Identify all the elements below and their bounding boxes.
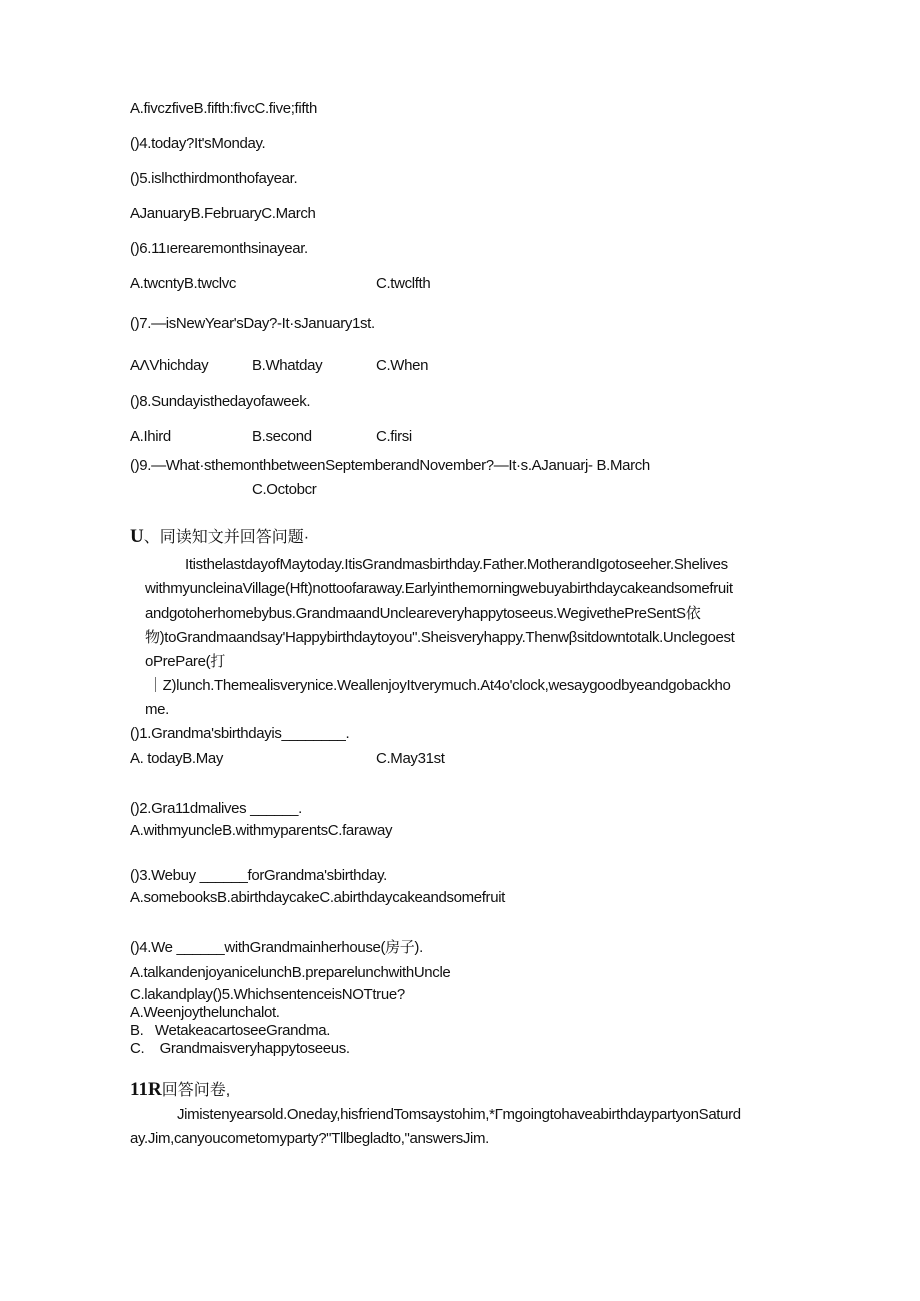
reading-q1-option-ab: A. todayB.May [130,750,223,767]
reading-question-2: ()2.Gra11dmalives ______. [130,800,302,817]
reading-q5-option-a: A.Weenjoythelunchalot. [130,1004,280,1021]
reading-q2-options: A.withmyuncleB.withmyparentsC.faraway [130,822,393,839]
q7-option-b: B.Whatday [252,357,323,374]
question-6: ()6.11ıereare​monthsinayear. [130,240,308,257]
question-5: ()5.islhcthirdmonthofayear. [130,170,298,187]
passage-line: ItisthelastdayofMaytoday.ItisGrandmasbirthday.Father.MotherandIgotoseeher.Shelives [185,556,728,573]
reading-question-4: ()4.We ______withGrandmainherhouse(房子). [130,939,423,956]
q8-option-b: B.second [252,428,312,445]
q6-option-c: C.twclfth [376,275,431,292]
question-9: ()9.—What·sthemonthbetweenSeptemberandNovember?—It·s.AJanuarj- B.March [130,457,650,474]
q5-options: AJanuaryB.FebruaryC.March [130,205,316,222]
reading-question-1: ()1.Grandma'sbirthdayis________. [130,725,350,742]
passage-line: ｜Z)lunch.Themealisverynice.WeallenjoyItverymuch.At4o'clock,wesaygoodbyeandgobackho [148,677,731,694]
passage-line: Jimistenyearsold.Oneday,hisfriendTomsaystohim,*Γmgoingtohaveabirthdaypartyon​Saturd [177,1106,741,1123]
passage-line: 物)toGrandmaandsay'Happybirthdaytoyou".Sheisveryhappy.Thenwβsitdowntotalk.Unclegoest [145,629,735,646]
reading-q4-options: A.talkandenjoyanicelunchB.preparelunchwithUncle [130,964,451,981]
section-2-mark: U [130,526,144,547]
question-4: ()4.today?It'sMonday. [130,135,266,152]
section-3-mark: 11R [130,1079,162,1100]
q6-option-ab: A.twcntyB.twclvc [130,275,237,292]
passage-line: withmyuncleinaVillage(Hft)nottoofaraway.Earlyinthemorningwebuyabirthdaycakeandsomefruit [145,580,733,597]
reading-q1-option-c: C.May31st [376,750,445,767]
passage-line: oPrePare(打 [145,653,225,670]
q7-option-c: C.When [376,357,429,374]
section-2-heading: U、同读知文并回答问题· [130,526,310,547]
q8-option-c: C.firsi [376,428,412,445]
question-7: ()7.—isNewYear'sDay?-It·sJanuary1st. [130,315,375,332]
q7-option-a: AΛVhichday [130,357,209,374]
reading-q5-option-b: B. WetakeacartoseeGrandma. [130,1022,331,1039]
passage-line: andgotoherhomebybus.GrandmaandUncleareveryhappytoseeus.WegivethePreSentS依 [145,605,701,622]
reading-q5-option-c: C. Grandmaisveryhappytoseeus. [130,1040,350,1057]
reading-q4-option-c-q5: C.lakandplay()5.WhichsentenceisNOTtrue? [130,986,405,1003]
question-8: ()8.Sundayisthedayofaweek. [130,393,311,410]
passage-line: ay.Jim,canyoucometomyparty?"Tllbegladto,"answersJim. [130,1130,489,1147]
passage-line: me. [145,701,169,718]
reading-q3-options: A.somebooksB.abirthdaycakeC.abirthdaycakeandsomefruit [130,889,505,906]
section-3-heading: 11R回答问卷, [130,1079,231,1100]
reading-question-3: ()3.Webuy ______forGrandma'sbirthday. [130,867,387,884]
q8-option-a: A.Ihird [130,428,171,445]
q3-options: A.fivczfiveB.fifth:fivcC.five;fifth [130,100,317,117]
q9-option-c: C.Octobcr [252,481,317,498]
